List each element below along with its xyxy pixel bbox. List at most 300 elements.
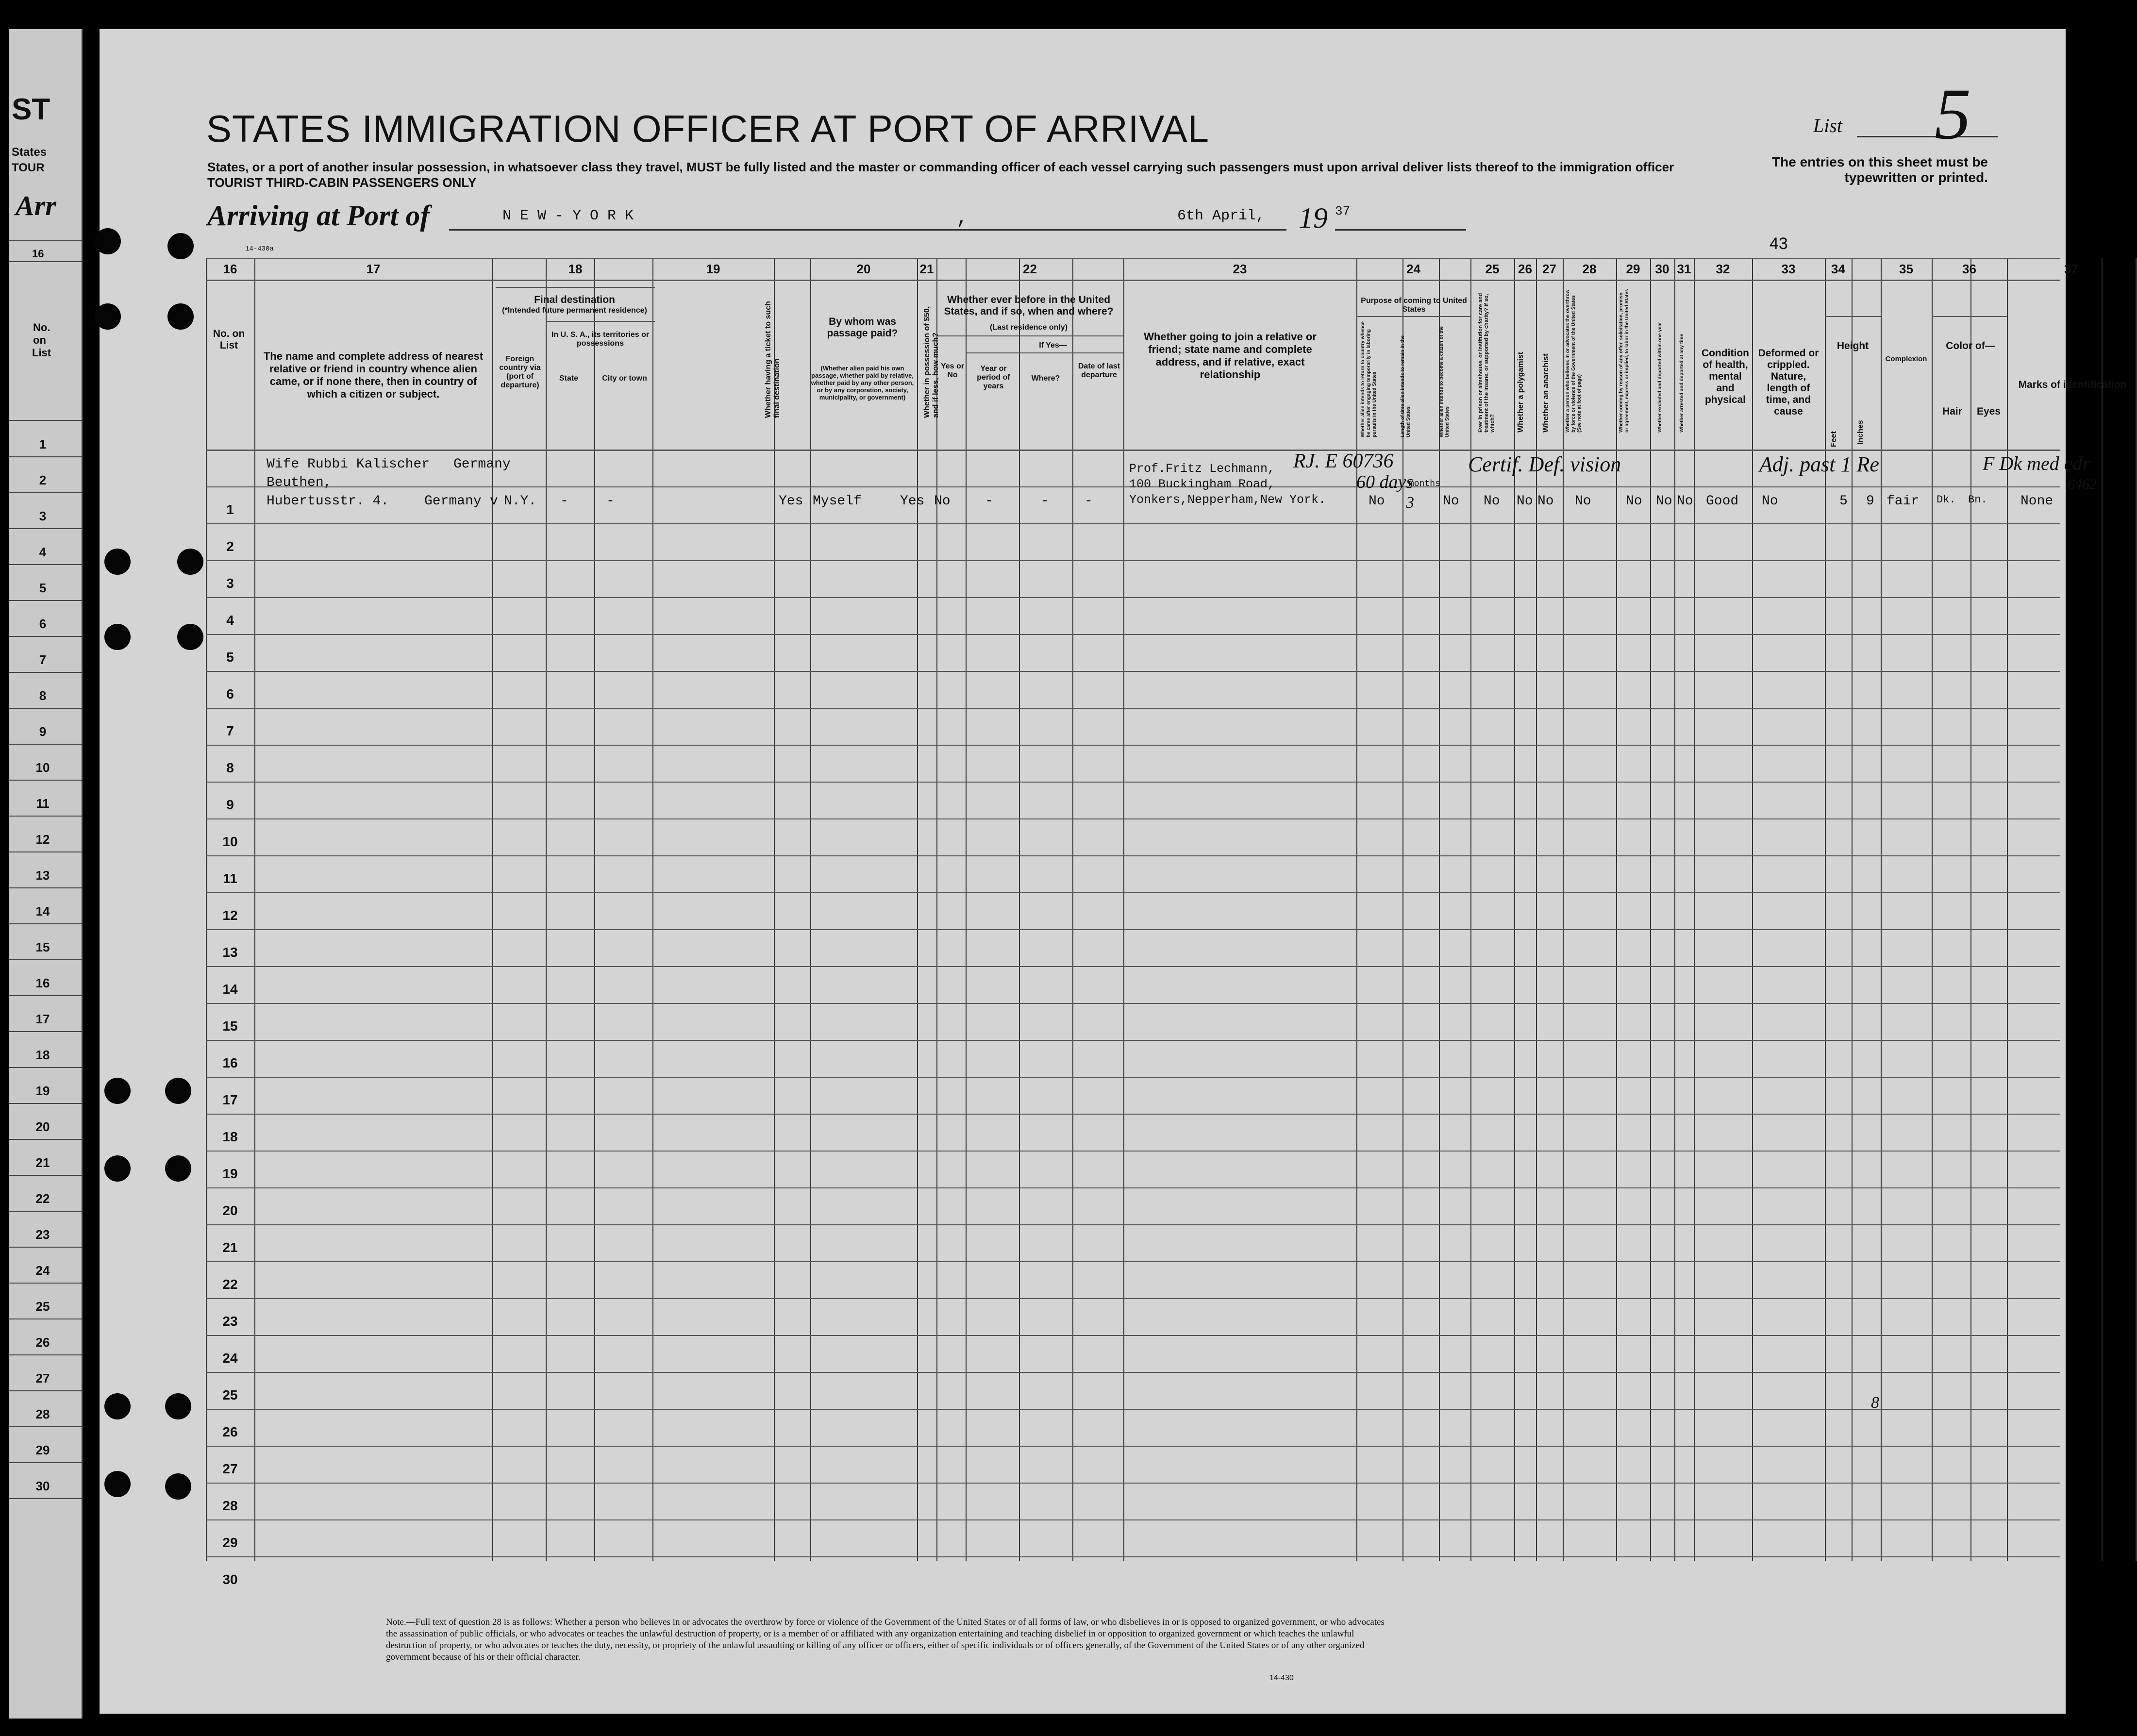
column-number: 16 bbox=[223, 262, 237, 276]
left-rule bbox=[9, 420, 82, 421]
column-rule bbox=[1970, 258, 1971, 1561]
row-number: 28 bbox=[222, 1498, 238, 1513]
feet-value: 5 bbox=[1839, 494, 1848, 509]
header-anarchist: Whether an anarchist bbox=[1542, 353, 1550, 433]
form-fragment: 14-430a bbox=[245, 245, 274, 253]
form-title: STATES IMMIGRATION OFFICER AT PORT OF ARRIVAL bbox=[206, 107, 1210, 150]
punch-hole bbox=[104, 549, 131, 575]
row-number: 4 bbox=[226, 613, 234, 628]
footer-note: Note.—Full text of question 28 is as follows: Whether a person who believes in or advocates the overthrow by force or violence of the Government of the United States or of all forms of law, or who disbelieves in or is opposed to organized government, or who advocates the assassination of public officials, or who advocates or teaches the unlawful destruction of property, or is a member of or affiliated with any organization entertaining and teaching disbelief in or opposition to organized government or which teaches the unlawful destruction of property, or who advocates or teaches the duty, necessity, or propriety of the unlawful assaulting or killing of any officer or officers, either of specific individuals or of officers generally, of the Government of the United States or of any other organized government because of his or their official character. bbox=[386, 1617, 1385, 1662]
left-row-rule bbox=[9, 1067, 82, 1068]
row-number: 16 bbox=[222, 1055, 238, 1070]
left-line-number: 27 bbox=[35, 1371, 50, 1385]
header-purpose-citizen: Whether alien intends to become a citizen of the United States bbox=[1439, 326, 1450, 437]
left-line-number: 14 bbox=[35, 904, 50, 918]
left-line-number: 15 bbox=[35, 940, 50, 954]
left-line-number: 7 bbox=[39, 652, 47, 667]
length-stay-value: 3 bbox=[1406, 494, 1414, 512]
row-rule bbox=[206, 597, 2060, 598]
header-health: Condition of health, mental and physical bbox=[1702, 348, 1749, 405]
punch-hole bbox=[104, 624, 131, 650]
left-row-rule bbox=[9, 492, 82, 493]
header-rule bbox=[966, 352, 1123, 353]
form-number: 14-430 bbox=[1269, 1674, 1294, 1682]
polygamist-value: No bbox=[1517, 494, 1533, 509]
city-dash-1: - bbox=[560, 494, 568, 509]
column-number: 35 bbox=[1899, 262, 1913, 276]
column-rule bbox=[966, 258, 967, 1561]
column-number: 34 bbox=[1831, 262, 1845, 276]
row-rule bbox=[206, 1372, 2060, 1373]
row-rule bbox=[206, 782, 2060, 783]
left-row-rule bbox=[9, 456, 82, 457]
left-row-rule bbox=[9, 1175, 82, 1176]
row-number: 1 bbox=[226, 502, 234, 517]
column-rule bbox=[774, 258, 775, 1561]
column-rule bbox=[652, 258, 653, 1561]
left-line-number: 22 bbox=[35, 1191, 50, 1206]
row-rule bbox=[206, 1040, 2060, 1041]
left-row-rule bbox=[9, 995, 82, 996]
left-row-rule bbox=[9, 887, 82, 888]
header-height: Height bbox=[1836, 340, 1869, 351]
header-yes-no: Yes or No bbox=[940, 362, 965, 379]
punch-hole bbox=[104, 1471, 131, 1497]
punch-hole bbox=[177, 549, 203, 575]
left-row-rule bbox=[9, 1247, 82, 1248]
header-overthrow: Whether a person who believes in or advocates the overthrow by force or violence of the Government of the United States (See note at foot of page) bbox=[1565, 289, 1582, 433]
row-rule bbox=[206, 1335, 2060, 1336]
header-no-on-list: No. on List bbox=[213, 328, 245, 351]
row-number: 21 bbox=[222, 1240, 238, 1255]
left-row-rule bbox=[9, 528, 82, 529]
handwritten-annotation: 8 bbox=[1871, 1394, 1879, 1412]
column-number: 18 bbox=[568, 262, 583, 276]
handwritten-annotation: 60 days bbox=[1356, 472, 1414, 492]
column-rule bbox=[594, 258, 595, 1561]
deformed-value: No bbox=[1762, 494, 1778, 509]
sheet-number: 43 bbox=[1770, 234, 1788, 253]
left-row-rule bbox=[9, 672, 82, 673]
row-number: 15 bbox=[222, 1018, 238, 1034]
left-line-number: 10 bbox=[35, 760, 50, 775]
table-top-rule bbox=[206, 258, 2060, 259]
year-suffix: 37 bbox=[1335, 204, 1351, 218]
column-number: 27 bbox=[1542, 262, 1556, 276]
row-number: 5 bbox=[226, 650, 234, 665]
column-number: 19 bbox=[706, 262, 720, 276]
row-number: 18 bbox=[222, 1129, 238, 1144]
header-prison: Ever in prison or almshouse, or institution for care and treatment of the insane, or supported by charity? If so, which? bbox=[1478, 293, 1495, 433]
complexion-value: fair bbox=[1887, 494, 1920, 509]
header-rule bbox=[1932, 316, 2007, 317]
left-line-number: 26 bbox=[35, 1335, 50, 1350]
left-rule bbox=[9, 240, 82, 241]
entries-note: The entries on this sheet must be typewritten or printed. bbox=[1772, 154, 1988, 185]
header-rule bbox=[546, 321, 655, 322]
header-where: Where? bbox=[1031, 374, 1060, 383]
relative-country: Germany bbox=[453, 457, 511, 472]
column-rule bbox=[1019, 258, 1020, 1561]
header-polygamist: Whether a polygamist bbox=[1517, 351, 1525, 433]
header-marks: Marks of identification bbox=[2018, 379, 2127, 390]
row-rule bbox=[206, 966, 2060, 967]
row-rule bbox=[206, 1077, 2060, 1078]
header-final-destination-note: (*Intended future permanent residence) bbox=[502, 306, 647, 315]
left-no-label: No. bbox=[33, 321, 50, 334]
punch-hole bbox=[95, 303, 121, 330]
row-rule bbox=[206, 855, 2060, 856]
manifest-page bbox=[100, 29, 2127, 1714]
row-number: 22 bbox=[222, 1277, 238, 1292]
left-subtitle-fragment: TOUR bbox=[12, 161, 45, 174]
header-passage-paid: By whom was passage paid? bbox=[827, 316, 898, 339]
left-page-fragment bbox=[9, 29, 83, 1719]
column-rule bbox=[936, 258, 937, 1561]
row-number: 26 bbox=[222, 1424, 238, 1439]
punch-hole bbox=[165, 1473, 191, 1500]
left-rule bbox=[9, 261, 82, 262]
header-foreign-country: Foreign country via (port of departure) bbox=[499, 355, 541, 389]
arrival-date: 6th April, bbox=[1177, 208, 1265, 224]
anarchist-value: No bbox=[1537, 494, 1554, 509]
row-number: 2 bbox=[226, 539, 234, 554]
header-color: Color of— bbox=[1946, 340, 1995, 351]
left-title-fragment: ST bbox=[12, 93, 50, 126]
punch-hole bbox=[104, 1155, 131, 1182]
row-number: 8 bbox=[226, 760, 234, 775]
left-line-number: 16 bbox=[35, 976, 50, 990]
joining-street: 100 Buckingham Road, bbox=[1129, 477, 1275, 491]
header-labor-offer: Whether coming by reason of any offer, solicitation, promise, or agreement, express or implied, to labor in the United States bbox=[1619, 289, 1630, 433]
overthrow-value: No bbox=[1575, 494, 1591, 509]
column-number: 17 bbox=[366, 262, 381, 276]
left-row-rule bbox=[9, 1283, 82, 1284]
city-dash-2: - bbox=[606, 494, 615, 509]
date-rule bbox=[966, 229, 1286, 231]
row-number: 9 bbox=[226, 797, 234, 812]
row-rule bbox=[206, 523, 2060, 524]
column-rule bbox=[1881, 258, 1882, 1561]
left-row-rule bbox=[9, 851, 82, 852]
header-last-residence: (Last residence only) bbox=[989, 323, 1068, 332]
marks-value: None bbox=[2020, 494, 2054, 509]
citizen-value: No bbox=[1443, 494, 1459, 509]
left-line-number: 3 bbox=[39, 509, 47, 523]
header-city: City or town bbox=[602, 374, 647, 383]
header-hair: Hair bbox=[1942, 406, 1962, 417]
header-year-period: Year or period of years bbox=[977, 365, 1010, 390]
row-number: 24 bbox=[222, 1351, 238, 1366]
column-rule bbox=[1072, 258, 1073, 1561]
row-number: 17 bbox=[222, 1092, 238, 1107]
inches-value: 9 bbox=[1866, 494, 1874, 509]
column-rule bbox=[492, 258, 493, 1561]
left-line-number: 23 bbox=[35, 1227, 50, 1242]
left-row-rule bbox=[9, 1354, 82, 1355]
joining-name: Prof.Fritz Lechmann, bbox=[1129, 462, 1275, 476]
left-arriving-fragment: Arr bbox=[16, 190, 56, 221]
left-line-number: 4 bbox=[39, 545, 47, 559]
left-list-label: List bbox=[32, 347, 51, 359]
left-row-rule bbox=[9, 564, 82, 565]
list-label: List bbox=[1813, 115, 1843, 136]
row-number: 19 bbox=[222, 1166, 238, 1181]
header-before-in-us: Whether ever before in the United States, and if so, when and where? bbox=[944, 294, 1114, 317]
left-line-number: 8 bbox=[39, 688, 47, 703]
year-value: - bbox=[985, 494, 993, 509]
manifest-table bbox=[206, 258, 2127, 1587]
header-last-departure: Date of last departure bbox=[1078, 362, 1120, 379]
left-line-number: 12 bbox=[35, 832, 50, 847]
row-rule bbox=[206, 1483, 2060, 1484]
length-unit-value: months bbox=[1409, 479, 1440, 489]
row-number: 11 bbox=[223, 871, 237, 886]
relative-name: Wife Rubbi Kalischer bbox=[267, 457, 430, 472]
header-feet: Feet bbox=[1830, 431, 1838, 447]
foreign-country: Germany bbox=[424, 494, 482, 509]
left-row-rule bbox=[9, 816, 82, 817]
labor-offer-value: No bbox=[1626, 494, 1642, 509]
header-state: State bbox=[559, 374, 579, 383]
row-number: 3 bbox=[226, 576, 234, 591]
where-value: - bbox=[1041, 494, 1049, 509]
eyes-value: Bn. bbox=[1968, 494, 1987, 506]
header-purpose: Purpose of coming to United States bbox=[1361, 297, 1467, 314]
excluded-value: No bbox=[1656, 494, 1672, 509]
left-row-rule bbox=[9, 1139, 82, 1140]
paid-by-value: Myself bbox=[813, 494, 862, 509]
column-number: 24 bbox=[1406, 262, 1420, 276]
column-rule bbox=[1932, 258, 1933, 1561]
header-deported: Whether arrested and deported at any time bbox=[1679, 334, 1685, 433]
row-rule bbox=[206, 818, 2060, 819]
left-line-number: 19 bbox=[35, 1084, 50, 1098]
left-row-rule bbox=[9, 600, 82, 601]
left-row-rule bbox=[9, 1390, 82, 1391]
left-line-number: 5 bbox=[39, 581, 47, 595]
left-line-number: 18 bbox=[35, 1048, 50, 1062]
left-line-number: 25 bbox=[35, 1299, 50, 1314]
handwritten-annotation: RJ. E 60736 bbox=[1293, 450, 1394, 472]
column-rule bbox=[1402, 258, 1403, 1561]
column-rule bbox=[1123, 258, 1124, 1561]
row-rule bbox=[206, 1409, 2060, 1410]
column-number: 30 bbox=[1655, 262, 1670, 276]
joining-city: Yonkers,Nepperham,New York. bbox=[1129, 493, 1326, 507]
row-rule bbox=[206, 1151, 2060, 1152]
header-rule bbox=[206, 280, 2060, 281]
state-value: N.Y. bbox=[504, 494, 537, 509]
return-intent-value: No bbox=[1369, 494, 1385, 509]
row-number: 13 bbox=[222, 945, 238, 960]
left-line-number: 2 bbox=[39, 473, 47, 487]
row-number: 25 bbox=[222, 1387, 238, 1402]
header-if-yes: If Yes— bbox=[1039, 341, 1067, 350]
column-number: 33 bbox=[1781, 262, 1796, 276]
handwritten-annotation: 6462 bbox=[2068, 476, 2097, 492]
punch-hole bbox=[165, 1393, 191, 1419]
column-rule bbox=[917, 258, 918, 1561]
left-column-number: 16 bbox=[32, 248, 44, 260]
left-row-rule bbox=[9, 1426, 82, 1427]
row-rule bbox=[206, 1224, 2060, 1225]
left-row-rule bbox=[9, 1462, 82, 1463]
header-eyes: Eyes bbox=[1976, 406, 2001, 417]
row-rule bbox=[206, 1446, 2060, 1447]
left-row-rule bbox=[9, 1211, 82, 1212]
column-number: 21 bbox=[919, 262, 934, 276]
header-rule bbox=[1356, 316, 1470, 317]
comma: , bbox=[956, 208, 968, 230]
row-rule bbox=[206, 892, 2060, 893]
header-final-destination: Final destination bbox=[534, 294, 615, 305]
row-rule bbox=[206, 708, 2060, 709]
list-rule bbox=[1857, 136, 1998, 137]
header-deformed: Deformed or crippled. Nature, length of time, and cause bbox=[1758, 348, 1819, 417]
column-rule bbox=[2102, 258, 2103, 1561]
row-rule bbox=[206, 634, 2060, 635]
column-rule bbox=[546, 258, 547, 1561]
ticket-value: Yes bbox=[779, 494, 803, 509]
header-rule bbox=[1825, 316, 1881, 317]
left-row-rule bbox=[9, 744, 82, 745]
row-number: 20 bbox=[222, 1203, 238, 1218]
left-line-number: 1 bbox=[39, 437, 47, 451]
hair-value: Dk. bbox=[1937, 494, 1956, 506]
prison-value: No bbox=[1484, 494, 1500, 509]
header-in-usa: In U. S. A., its territories or possessions bbox=[551, 331, 650, 348]
header-fifty-dollars: Whether in possession of $50, and if less, how much? bbox=[923, 306, 940, 418]
row-number: 7 bbox=[226, 723, 234, 738]
list-number: 5 bbox=[1935, 74, 1971, 154]
health-value: Good bbox=[1706, 494, 1739, 509]
column-rule bbox=[1752, 258, 1753, 1561]
row-rule bbox=[206, 1003, 2060, 1004]
punch-hole bbox=[104, 1393, 131, 1419]
left-row-rule bbox=[9, 780, 82, 781]
port-value: N E W - Y O R K bbox=[502, 208, 634, 224]
row-number: 27 bbox=[222, 1461, 238, 1476]
deported-value: No bbox=[1677, 494, 1693, 509]
row-rule bbox=[206, 745, 2060, 746]
punch-hole bbox=[104, 1078, 131, 1104]
header-purpose-return: Whether alien intends to return to country whence he came after engaging temporarily in laboring pursuits in the United States bbox=[1360, 321, 1377, 437]
year-prefix: 19 bbox=[1299, 202, 1328, 234]
column-rule bbox=[254, 258, 255, 1561]
header-inches: Inches bbox=[1856, 420, 1865, 445]
column-rule bbox=[1650, 258, 1651, 1561]
left-line-number: 24 bbox=[35, 1263, 50, 1278]
punch-hole bbox=[177, 624, 203, 650]
handwritten-annotation: Adj. past 1 Re bbox=[1759, 452, 1879, 476]
row-rule bbox=[206, 929, 2060, 930]
column-number: 25 bbox=[1485, 262, 1500, 276]
column-number: 28 bbox=[1582, 262, 1597, 276]
column-rule bbox=[1674, 258, 1675, 1561]
column-rule bbox=[206, 258, 207, 1561]
fifty-value: Yes bbox=[900, 494, 925, 509]
punch-hole bbox=[95, 228, 121, 254]
left-line-number: 11 bbox=[36, 796, 50, 811]
relative-city: Beuthen, bbox=[267, 475, 332, 490]
left-line-number: 9 bbox=[39, 724, 47, 739]
left-row-rule bbox=[9, 1031, 82, 1032]
row-rule bbox=[206, 1187, 2060, 1188]
row-rule bbox=[206, 1114, 2060, 1115]
column-number: 31 bbox=[1677, 262, 1691, 276]
row-rule bbox=[206, 671, 2060, 672]
left-line-number: 21 bbox=[35, 1155, 50, 1170]
row-number: 6 bbox=[226, 686, 234, 701]
column-number: 29 bbox=[1626, 262, 1640, 276]
column-number: 26 bbox=[1518, 262, 1532, 276]
column-rule bbox=[810, 258, 811, 1561]
column-number: 37 bbox=[2064, 262, 2078, 276]
row-number: 10 bbox=[222, 834, 238, 849]
left-row-rule bbox=[9, 1103, 82, 1104]
foreign-mark: v bbox=[490, 494, 498, 509]
punch-hole bbox=[167, 303, 194, 330]
punch-hole bbox=[165, 1078, 191, 1104]
header-purpose-length: Length of time alien intends to remain in the United States bbox=[1400, 335, 1411, 437]
punch-hole bbox=[165, 1155, 191, 1182]
punch-hole bbox=[167, 233, 194, 259]
header-joining-relative: Whether going to join a relative or friend; state name and complete address, and if relative, exact relationship bbox=[1144, 331, 1317, 381]
departure-value: - bbox=[1085, 494, 1093, 509]
row-rule bbox=[206, 560, 2060, 561]
left-subtitle-fragment: States bbox=[12, 146, 47, 159]
handwritten-annotation: Certif. Def. vision bbox=[1468, 452, 1621, 476]
row-number: 14 bbox=[222, 982, 238, 997]
row-number: 12 bbox=[222, 908, 238, 923]
before-us-value: No bbox=[934, 494, 951, 509]
left-line-number: 28 bbox=[35, 1407, 50, 1421]
relative-street: Hubertusstr. 4. bbox=[267, 494, 389, 509]
row-rule bbox=[206, 1519, 2060, 1520]
left-row-rule bbox=[9, 1498, 82, 1499]
column-number: 36 bbox=[1962, 262, 1976, 276]
left-line-number: 13 bbox=[35, 868, 50, 883]
left-line-number: 30 bbox=[35, 1479, 50, 1493]
subtitle-line-1: States, or a port of another insular possession, in whatsoever class they travel, MUST be fully listed and the master or commanding officer of each vessel carrying such passengers must upon arrival deliver lists thereof to the immigration officer bbox=[207, 160, 1674, 174]
header-passage-paid-note: (Whether alien paid his own passage, whether paid by relative, whether paid by any other person, or by any corporation, society, municipality, or government) bbox=[811, 365, 914, 401]
row-number: 30 bbox=[222, 1572, 238, 1587]
header-complexion: Complexion bbox=[1885, 355, 1927, 363]
arriving-label: Arriving at Port of bbox=[207, 200, 430, 232]
header-ticket: Whether having a ticket to such final destination bbox=[764, 301, 781, 418]
column-rule bbox=[1694, 258, 1695, 1561]
year-rule bbox=[1335, 229, 1466, 231]
form-subtitle bbox=[207, 159, 1674, 190]
column-number: 23 bbox=[1233, 262, 1247, 276]
handwritten-annotation: F Dk med cdr bbox=[1983, 452, 2090, 474]
left-on-label: on bbox=[33, 334, 46, 346]
column-rule bbox=[1439, 258, 1440, 1561]
subtitle-line-2: TOURIST THIRD-CABIN PASSENGERS ONLY bbox=[207, 175, 477, 190]
row-rule bbox=[206, 450, 2060, 451]
header-rule bbox=[936, 335, 1123, 336]
left-line-number: 6 bbox=[39, 617, 47, 631]
header-excluded: Whether excluded and deported within one year bbox=[1657, 322, 1663, 433]
column-number: 32 bbox=[1716, 262, 1730, 276]
row-rule bbox=[206, 1261, 2060, 1262]
column-number: 20 bbox=[856, 262, 871, 276]
left-row-rule bbox=[9, 708, 82, 709]
left-row-rule bbox=[9, 636, 82, 637]
row-rule bbox=[206, 1298, 2060, 1299]
column-number: 22 bbox=[1023, 262, 1037, 276]
